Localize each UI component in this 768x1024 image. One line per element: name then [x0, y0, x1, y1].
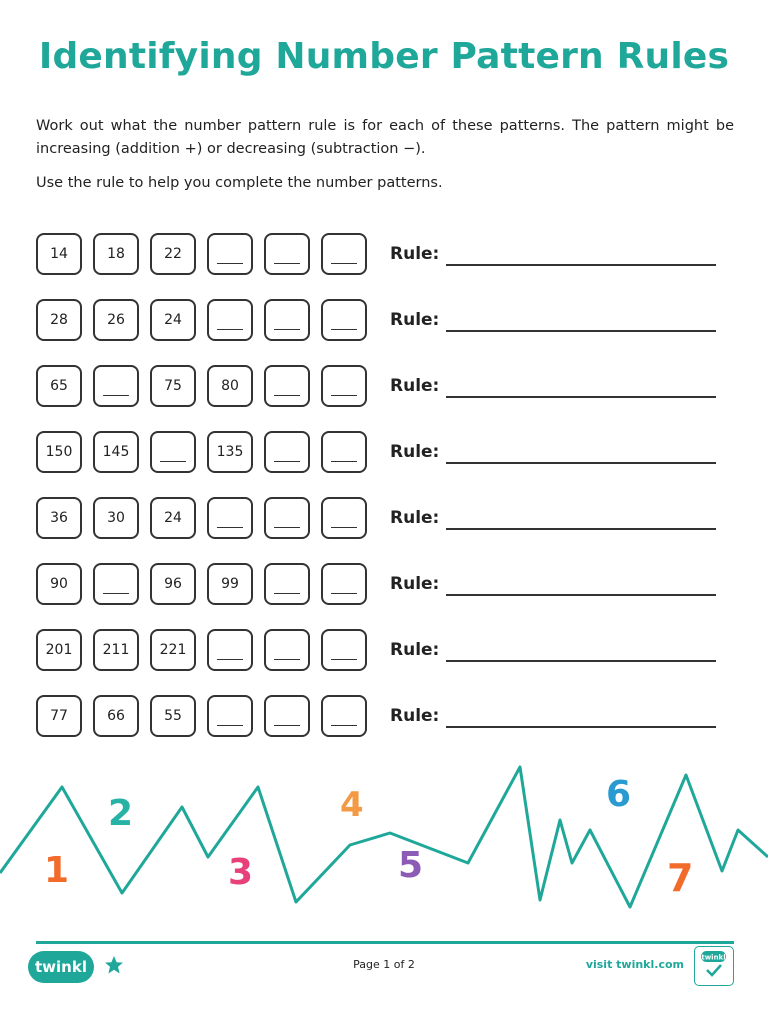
number-box: 80 — [207, 365, 253, 407]
answer-box[interactable] — [207, 233, 253, 275]
number-box: 99 — [207, 563, 253, 605]
number-box: 135 — [207, 431, 253, 473]
quality-badge — [694, 946, 734, 986]
rule-answer-line[interactable] — [446, 704, 716, 728]
number-box: 77 — [36, 695, 82, 737]
rule-label: Rule: — [390, 310, 440, 330]
pattern-rows — [36, 231, 716, 759]
rule-answer-line[interactable] — [446, 308, 716, 332]
answer-box[interactable] — [264, 299, 310, 341]
answer-box[interactable] — [321, 497, 367, 539]
answer-box[interactable] — [264, 629, 310, 671]
number-box: 18 — [93, 233, 139, 275]
decor-number-1: 1 — [44, 850, 70, 891]
answer-box[interactable] — [93, 365, 139, 407]
answer-box[interactable] — [207, 629, 253, 671]
number-box: 145 — [93, 431, 139, 473]
number-box: 28 — [36, 299, 82, 341]
footer-divider — [36, 941, 734, 944]
number-box: 36 — [36, 497, 82, 539]
number-box: 24 — [150, 497, 196, 539]
pattern-row — [36, 627, 716, 673]
answer-box[interactable] — [264, 563, 310, 605]
number-box: 66 — [93, 695, 139, 737]
rule-label: Rule: — [390, 508, 440, 528]
answer-box[interactable] — [264, 365, 310, 407]
number-box: 55 — [150, 695, 196, 737]
svg-text:twinkl: twinkl — [701, 953, 726, 962]
page-number: Page 1 of 2 — [353, 958, 415, 971]
answer-box[interactable] — [321, 233, 367, 275]
answer-box[interactable] — [321, 695, 367, 737]
number-box: 96 — [150, 563, 196, 605]
decor-number-2: 2 — [108, 793, 134, 834]
number-box: 201 — [36, 629, 82, 671]
rule-answer-line[interactable] — [446, 242, 716, 266]
quality-badge-icon — [695, 947, 732, 984]
decor-number-5: 5 — [398, 845, 424, 886]
instructions-paragraph-1: Work out what the number pattern rule is for each of these patterns. The pattern might be increasing (addition +) or decreasing (subtraction −). — [36, 118, 734, 157]
number-box: 30 — [93, 497, 139, 539]
answer-box[interactable] — [150, 431, 196, 473]
pattern-row — [36, 363, 716, 409]
page-title: Identifying Number Pattern Rules — [38, 36, 730, 77]
answer-box[interactable] — [264, 233, 310, 275]
answer-box[interactable] — [321, 299, 367, 341]
answer-box[interactable] — [264, 695, 310, 737]
decorative-mountains — [0, 755, 768, 930]
rule-label: Rule: — [390, 244, 440, 264]
number-box: 24 — [150, 299, 196, 341]
answer-box[interactable] — [207, 497, 253, 539]
answer-box[interactable] — [321, 629, 367, 671]
decor-number-6: 6 — [606, 774, 632, 815]
number-box: 65 — [36, 365, 82, 407]
answer-box[interactable] — [321, 365, 367, 407]
rule-answer-line[interactable] — [446, 440, 716, 464]
rule-answer-line[interactable] — [446, 506, 716, 530]
rule-answer-line[interactable] — [446, 572, 716, 596]
rule-answer-line[interactable] — [446, 638, 716, 662]
number-box: 90 — [36, 563, 82, 605]
number-box: 22 — [150, 233, 196, 275]
answer-box[interactable] — [321, 431, 367, 473]
pattern-row — [36, 693, 716, 739]
rule-label: Rule: — [390, 442, 440, 462]
decor-number-4: 4 — [340, 785, 364, 825]
answer-box[interactable] — [264, 431, 310, 473]
rule-label: Rule: — [390, 706, 440, 726]
visit-link[interactable]: visit twinkl.com — [585, 958, 684, 971]
pattern-row — [36, 495, 716, 541]
rule-label: Rule: — [390, 376, 440, 396]
instructions-paragraph-2: Use the rule to help you complete the number patterns. — [36, 175, 443, 191]
number-box: 26 — [93, 299, 139, 341]
answer-box[interactable] — [207, 695, 253, 737]
rule-answer-line[interactable] — [446, 374, 716, 398]
number-box: 211 — [93, 629, 139, 671]
rule-label: Rule: — [390, 640, 440, 660]
pattern-row — [36, 231, 716, 277]
number-box: 75 — [150, 365, 196, 407]
answer-box[interactable] — [321, 563, 367, 605]
zigzag-line — [0, 767, 768, 907]
number-box: 221 — [150, 629, 196, 671]
number-box: 14 — [36, 233, 82, 275]
answer-box[interactable] — [93, 563, 139, 605]
pattern-row — [36, 561, 716, 607]
answer-box[interactable] — [264, 497, 310, 539]
twinkl-logo[interactable]: twinkl — [28, 951, 94, 983]
rule-label: Rule: — [390, 574, 440, 594]
answer-box[interactable] — [207, 299, 253, 341]
pattern-row — [36, 297, 716, 343]
pattern-row — [36, 429, 716, 475]
decor-number-7: 7 — [667, 856, 694, 900]
decor-number-3: 3 — [228, 852, 254, 893]
number-box: 150 — [36, 431, 82, 473]
